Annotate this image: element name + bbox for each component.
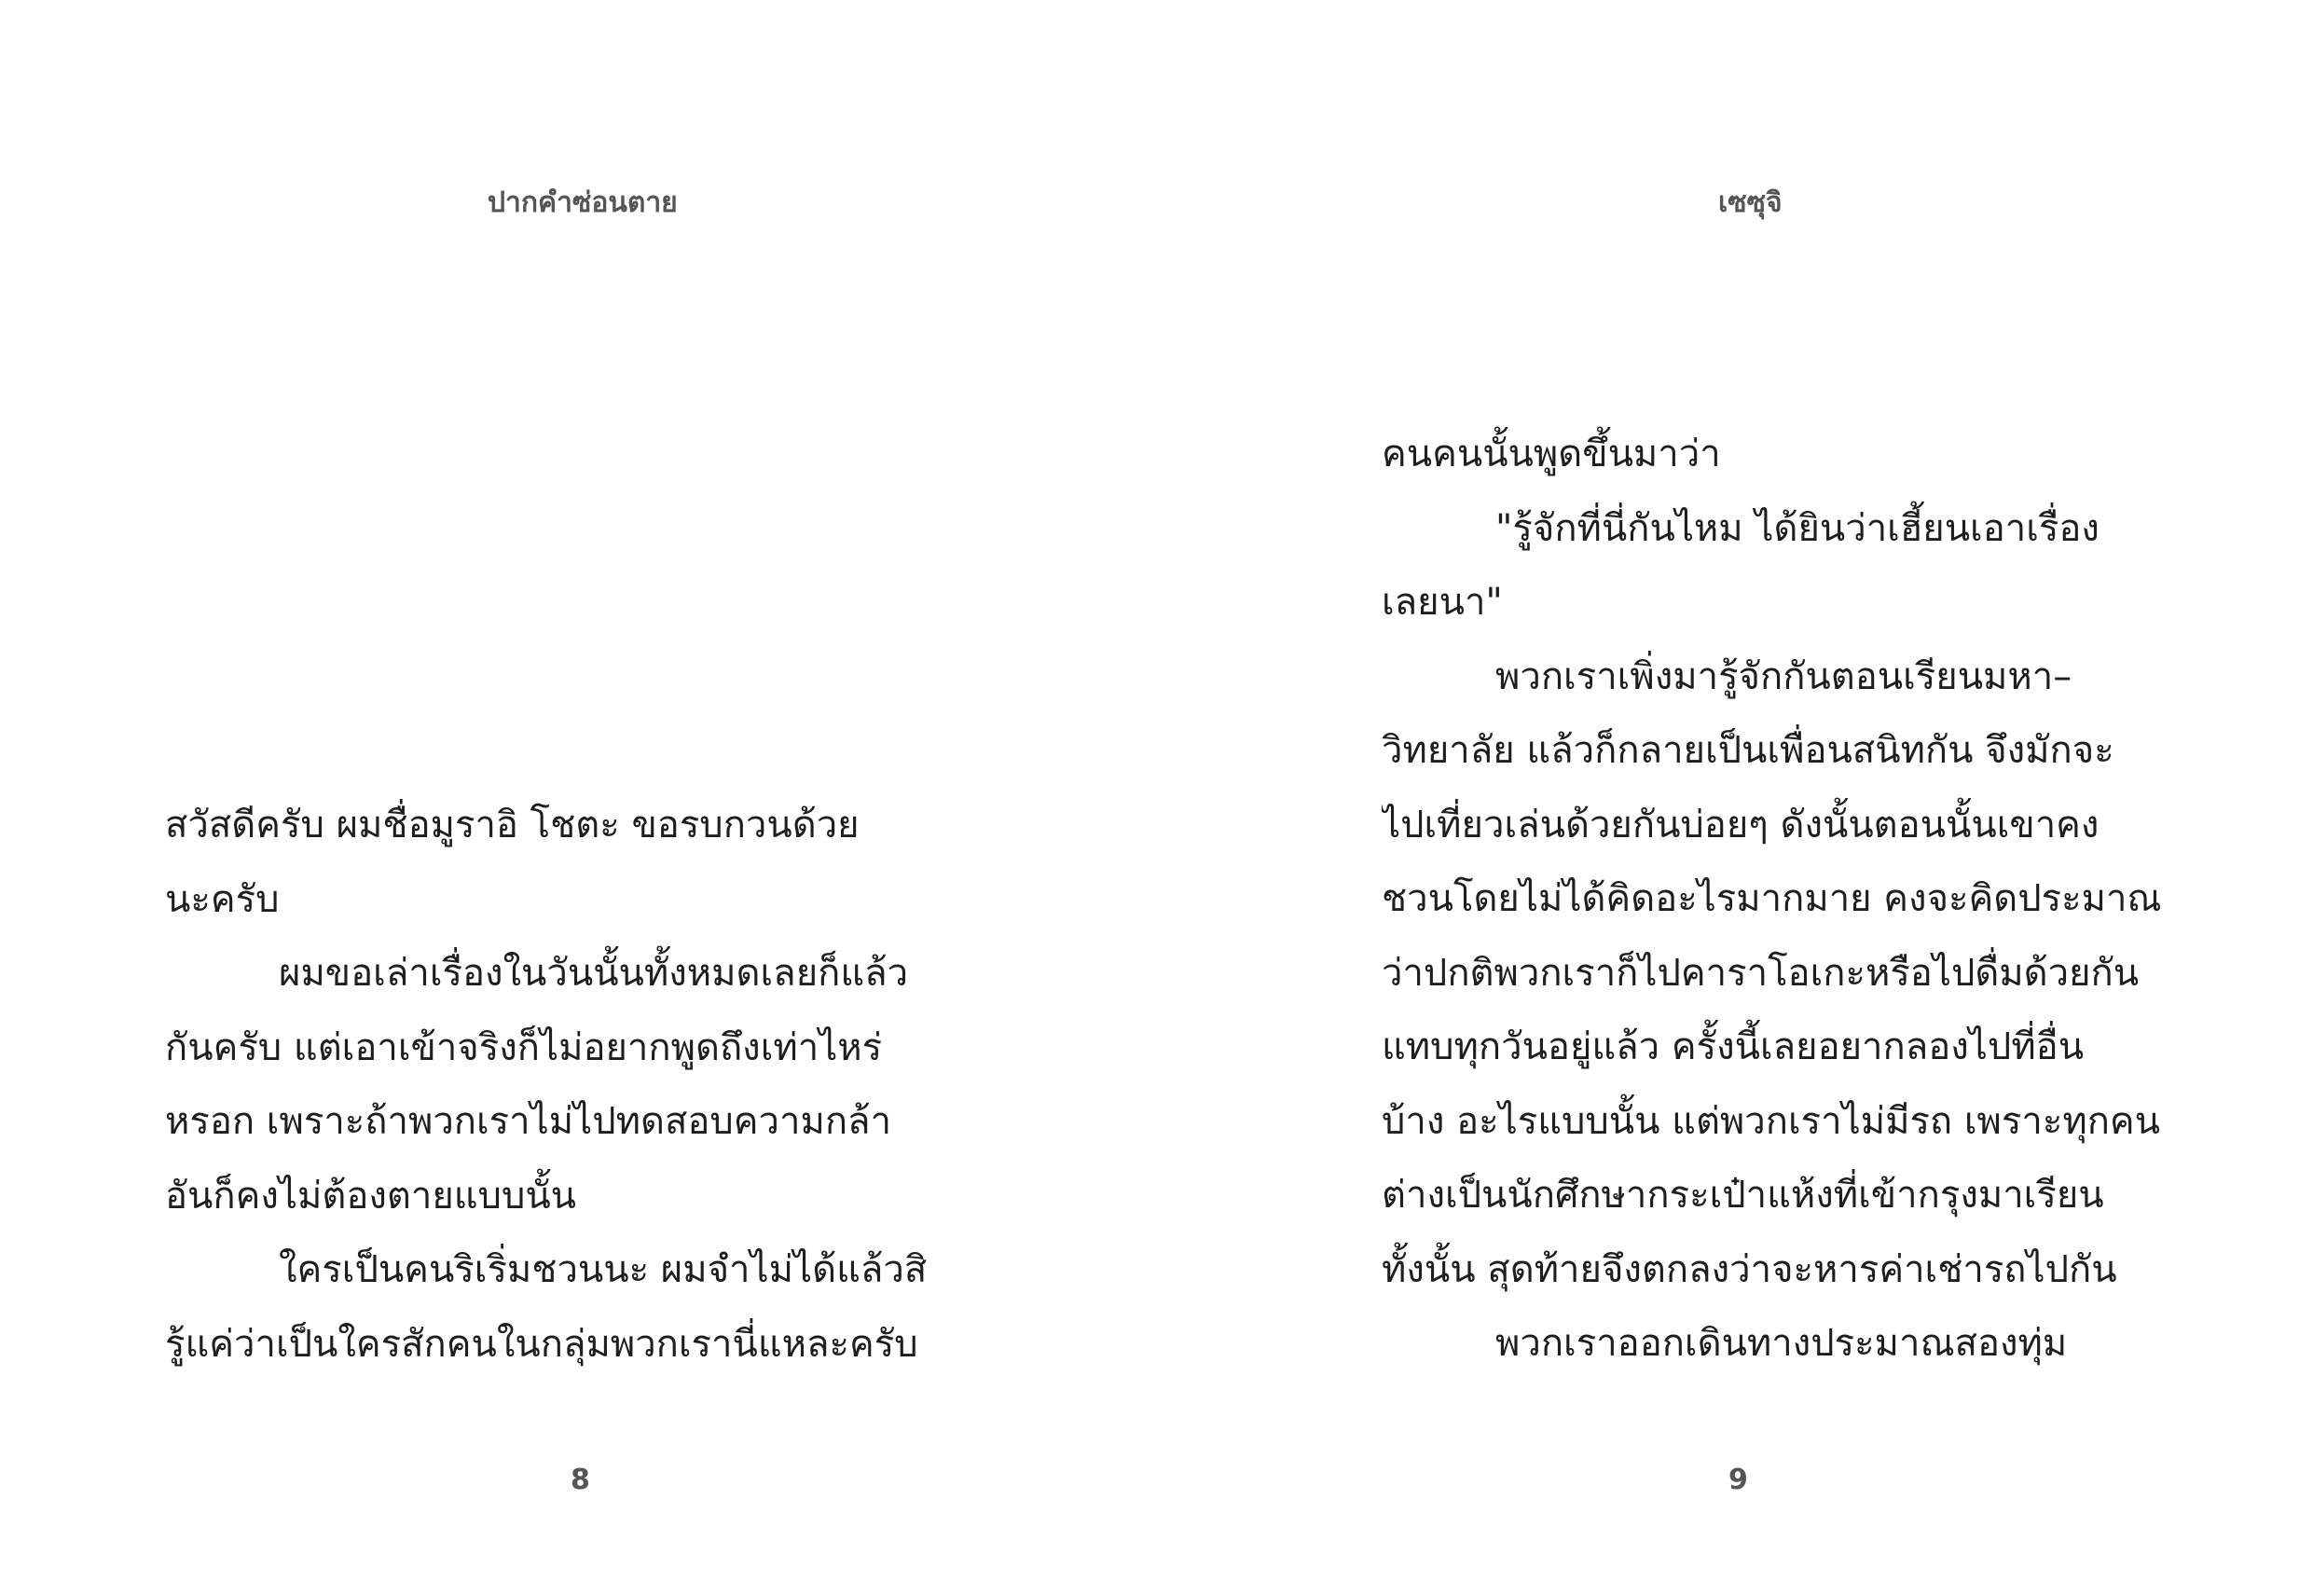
- text-line: แทบทุกวันอยู่แล้ว ครั้งนี้เลยอยากลองไปที่อื่น: [1382, 1025, 2085, 1068]
- text-line: นะครับ: [165, 877, 280, 921]
- text-line: พวกเราออกเดินทางประมาณสองทุ่ม: [1495, 1322, 2068, 1365]
- text-line: คนคนนั้นพูดขึ้นมาว่า: [1382, 433, 1721, 475]
- text-line: ต่างเป็นนักศึกษากระเป๋าแห้งที่เข้ากรุงมาเรียน: [1382, 1174, 2104, 1217]
- author-name: เซซุจิ: [1718, 186, 1783, 219]
- text-line: ผมขอเล่าเรื่องในวันนั้นทั้งหมดเลยก็แล้ว: [279, 952, 909, 995]
- text-line: ไปเที่ยวเล่นด้วยกันบ่อยๆ ดังนั้นตอนนั้นเขาคง: [1382, 803, 2100, 846]
- text-line: ทั้งนั้น สุดท้ายจึงตกลงว่าจะหารค่าเช่ารถไปกัน: [1382, 1247, 2117, 1291]
- text-line: สวัสดีครับ ผมชื่อมูราอิ โชตะ ขอรบกวนด้วย: [165, 804, 860, 846]
- text-line: ว่าปกติพวกเราก็ไปคาราโอเกะหรือไปดื่มด้วยกัน: [1382, 951, 2140, 995]
- left-page: [0, 0, 1156, 1596]
- right-page-number: 9: [1728, 1464, 1748, 1496]
- text-line: อันก็คงไม่ต้องตายแบบนั้น: [165, 1174, 577, 1218]
- text-line: ชวนโดยไม่ได้คิดอะไรมากมาย คงจะคิดประมาณ: [1382, 877, 2162, 920]
- book-title: ปากคำซ่อนตาย: [488, 186, 678, 219]
- text-line: วิทยาลัย แล้วก็กลายเป็นเพื่อนสนิทกัน จึงมักจะ: [1382, 729, 2114, 772]
- text-line: "รู้จักที่นี่กันไหม ได้ยินว่าเฮี้ยนเอาเรื่อง: [1495, 506, 2100, 550]
- text-line: เลยนา": [1382, 581, 1503, 624]
- text-line: หรอก เพราะถ้าพวกเราไม่ไปทดสอบความกล้า: [165, 1100, 892, 1143]
- text-line: กันครับ แต่เอาเข้าจริงก็ไม่อยากพูดถึงเท่าไหร่: [165, 1025, 883, 1069]
- left-body-text: [165, 789, 948, 1382]
- text-line: บ้าง อะไรแบบนั้น แต่พวกเราไม่มีรถ เพราะทุกคน: [1382, 1099, 2161, 1143]
- text-line: พวกเราเพิ่งมารู้จักกันตอนเรียนมหา–: [1495, 654, 2072, 698]
- left-page-number: 8: [571, 1464, 590, 1496]
- right-body-text: [1382, 418, 2165, 1382]
- text-line: รู้แค่ว่าเป็นใครสักคนในกลุ่มพวกเรานี่แหละครับ: [165, 1322, 918, 1366]
- text-line: ใครเป็นคนริเริ่มชวนนะ ผมจำไม่ได้แล้วสิ: [279, 1248, 928, 1291]
- right-page: [1156, 0, 2312, 1596]
